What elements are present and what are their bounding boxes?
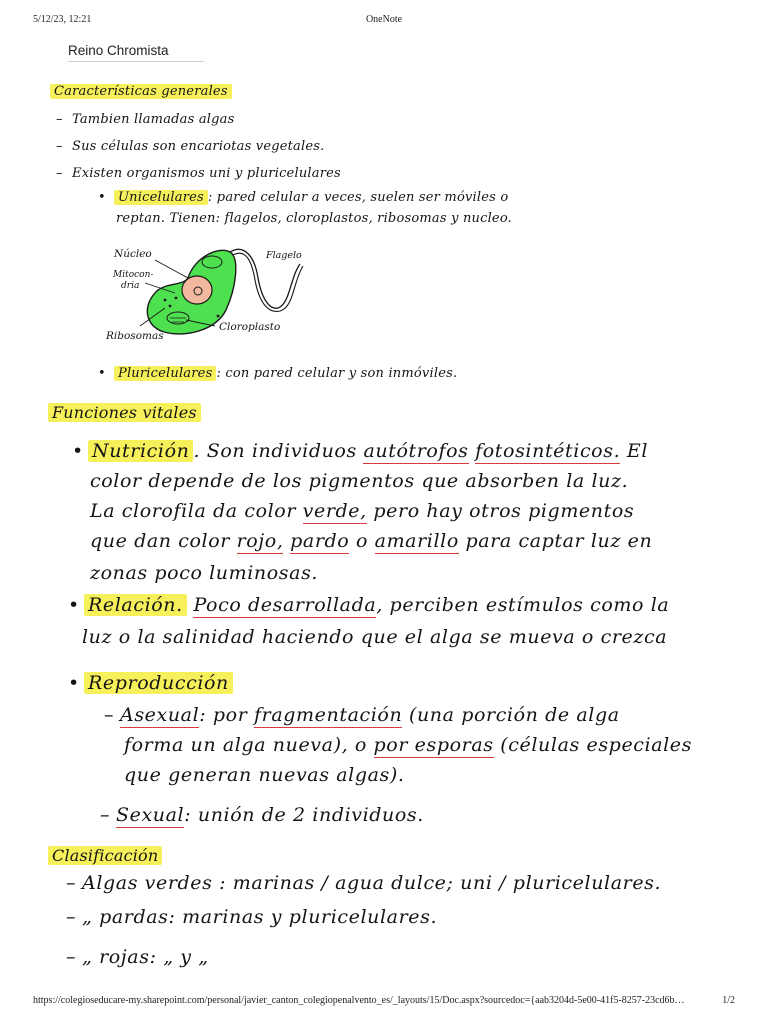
nutricion-line-1: • Nutrición . Son individuos autótrofos fotosintéticos. El <box>72 440 649 462</box>
section-heading-caracteristicas: Características generales <box>50 84 232 99</box>
diagram-label-mitocondria-1: Mitocon- <box>113 270 154 280</box>
label-line-nucleo <box>155 260 188 278</box>
asexual-line-3: que generan nuevas algas). <box>124 764 405 786</box>
unicelulares-line-2: reptan. Tienen: flagelos, cloroplastos, ribosomas y nucleo. <box>116 211 512 226</box>
diagram-label-flagelo: Flagelo <box>266 250 302 261</box>
page-title: Reino Chromista <box>68 43 169 58</box>
asexual-line-2: forma un alga nueva), o por esporas (células especiales <box>124 734 693 756</box>
pluricelulares-line: • Pluricelulares : con pared celular y son inmóviles. <box>98 366 458 381</box>
list-item: – Sus células son encariotas vegetales. <box>56 139 325 154</box>
nutricion-line-4: que dan color rojo, pardo o amarillo para captar luz en <box>90 530 653 552</box>
clasificacion-line: – Algas verdes : marinas / agua dulce; uni / pluricelulares. <box>66 872 662 894</box>
clasificacion-line: – „ pardas: marinas y pluricelulares. <box>66 906 438 928</box>
section-heading-clasificacion: Clasificación <box>48 846 162 865</box>
print-header <box>0 14 768 30</box>
clasificacion-line: – „ rojas: „ y „ <box>66 946 209 968</box>
diagram-label-cloroplasto: Cloroplasto <box>219 321 281 333</box>
ribosome-dot <box>164 299 167 302</box>
diagram-label-mitocondria-2: dria <box>121 281 140 291</box>
ribosome-dot <box>217 315 220 318</box>
list-item: – Tambien llamadas algas <box>56 112 235 127</box>
nutricion-line-3: La clorofila da color verde, pero hay otros pigmentos <box>90 500 635 522</box>
ribosome-dot <box>175 297 178 300</box>
print-date: 5/12/23, 12:21 <box>33 14 92 25</box>
relacion-line-2: luz o la salinidad haciendo que el alga se mueva o crezca <box>82 626 668 648</box>
nutricion-line-2: color depende de los pigmentos que absorben la luz. <box>90 470 629 492</box>
relacion-line-1: • Relación. Poco desarrollada, perciben estímulos como la <box>68 594 670 616</box>
print-url: https://colegioseducare-my.sharepoint.com/personal/javier_canton_colegiopenalvento_es/_layouts/15/Doc.aspx?sourcedoc={aab3204d-5e00-41f5-8257-23cd6b… <box>33 995 685 1006</box>
nutricion-line-5: zonas poco luminosas. <box>90 562 319 584</box>
title-divider <box>68 61 204 62</box>
list-item: – Existen organismos uni y pluricelulares <box>56 166 341 181</box>
section-heading-funciones: Funciones vitales <box>48 403 201 422</box>
ribosome-dot <box>169 305 172 308</box>
unicelulares-line-1: • Unicelulares : pared celular a veces, suelen ser móviles o <box>98 190 509 205</box>
sexual-line: – Sexual: unión de 2 individuos. <box>100 804 424 826</box>
diagram-label-nucleo: Núcleo <box>114 248 152 260</box>
diagram-label-ribosomas: Ribosomas <box>106 330 164 342</box>
asexual-line-1: – Asexual: por fragmentación (una porción de alga <box>104 704 620 726</box>
reproduccion-heading: • Reproducción <box>68 672 233 694</box>
print-page-number: 1/2 <box>722 995 735 1006</box>
print-footer <box>0 995 768 1011</box>
nucleus-shape <box>182 276 212 304</box>
print-app-name: OneNote <box>365 14 403 25</box>
